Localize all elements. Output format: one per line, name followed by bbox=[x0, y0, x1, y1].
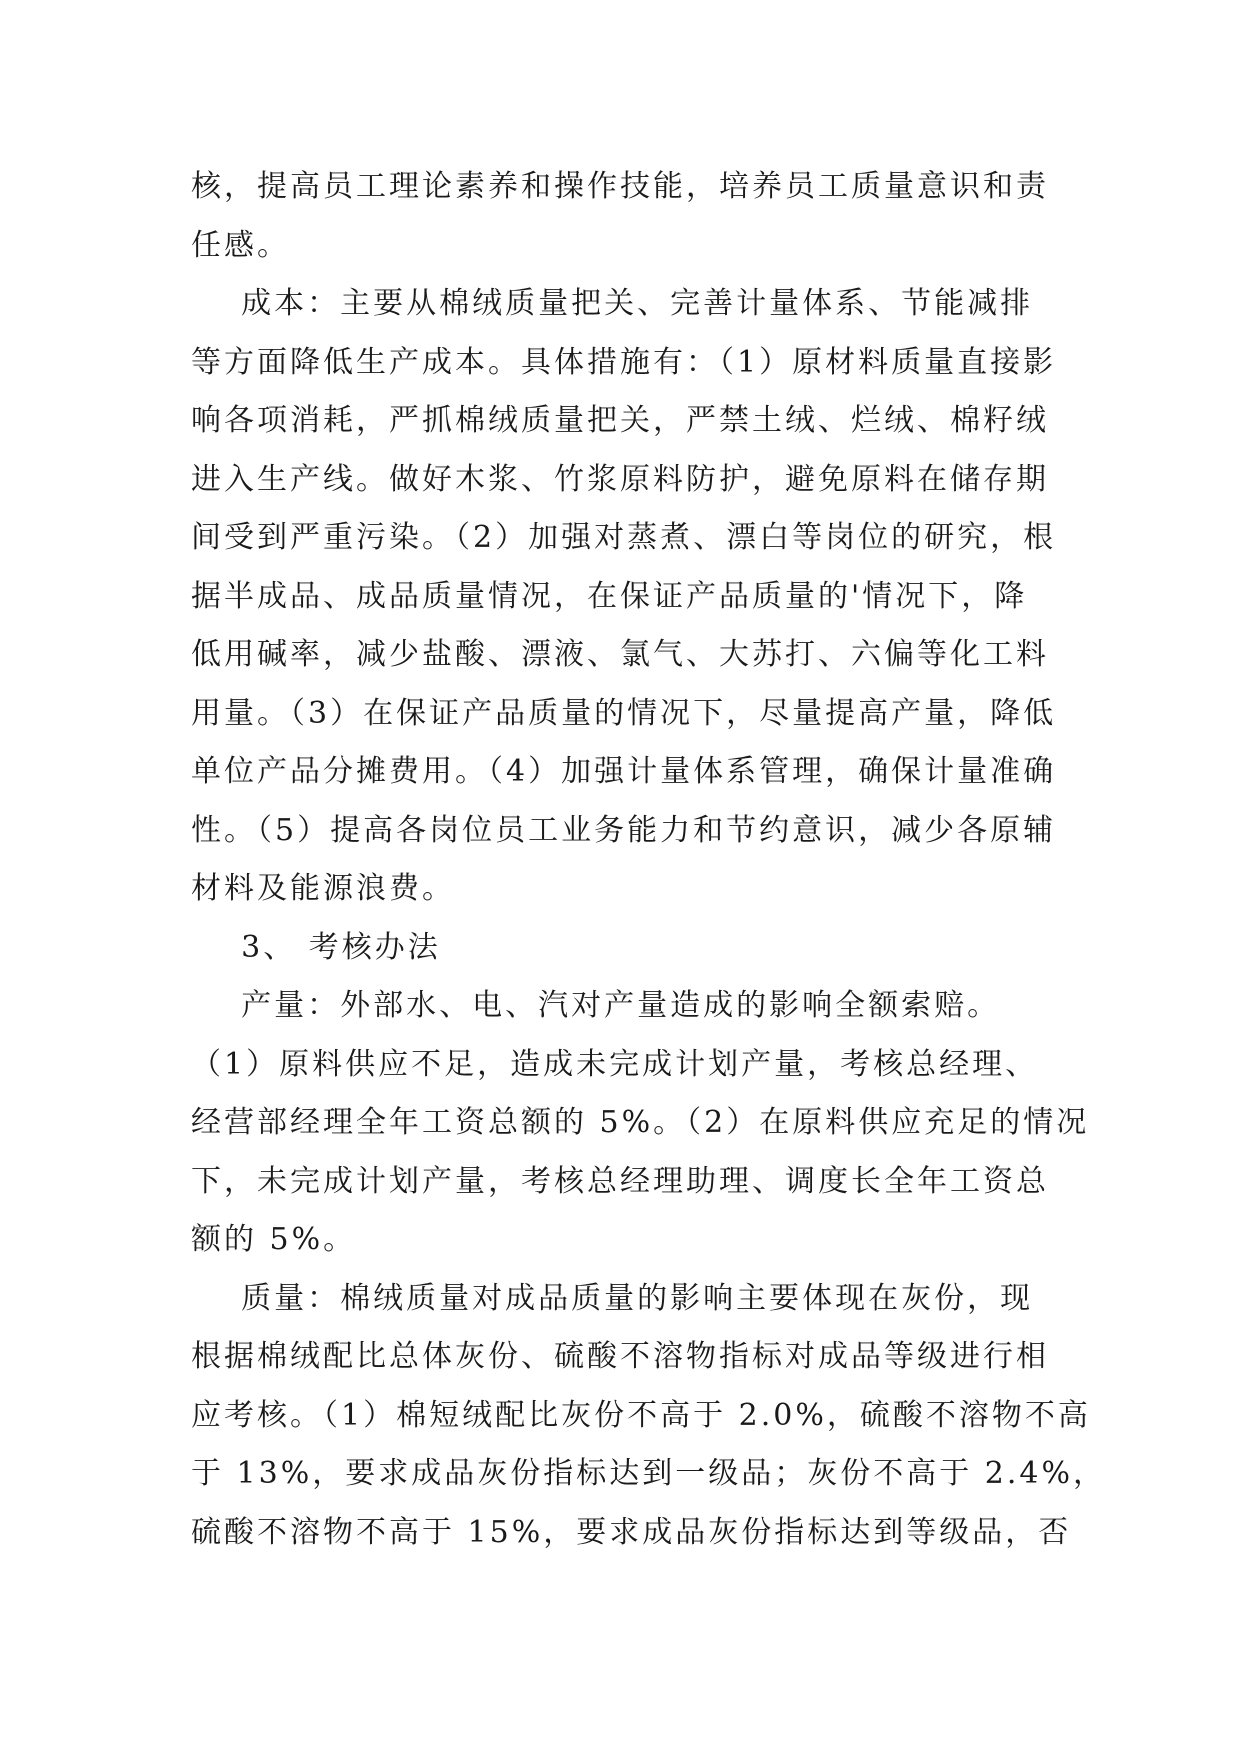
text-line: 单位产品分摊费用。（4）加强计量体系管理，确保计量准确 bbox=[191, 754, 1057, 789]
text-line: 间受到严重污染。（2）加强对蒸煮、漂白等岗位的研究，根 bbox=[191, 520, 1057, 555]
text-line: 应考核。（1）棉短绒配比灰份不高于 2.0%，硫酸不溶物不高 bbox=[191, 1397, 1091, 1433]
text-line: 材料及能源浪费。 bbox=[191, 871, 455, 906]
body-text bbox=[191, 158, 1106, 1562]
text-line: 性。（5）提高各岗位员工业务能力和节约意识，减少各原辅 bbox=[191, 812, 1057, 848]
text-line: 响各项消耗，严抓棉绒质量把关，严禁土绒、烂绒、棉籽绒 bbox=[191, 403, 1049, 438]
text-line: 低用碱率，减少盐酸、漂液、氯气、大苏打、六偏等化工料 bbox=[191, 637, 1049, 672]
text-line: （1）原料供应不足，造成未完成计划产量，考核总经理、 bbox=[191, 1046, 1039, 1082]
text-line: 下，未完成计划产量，考核总经理助理、调度长全年工资总 bbox=[191, 1163, 1049, 1199]
text-line: 产量：外部水、电、汽对产量造成的影响全额索赔。 bbox=[191, 988, 1001, 1023]
text-line: 额的 5%。 bbox=[191, 1222, 357, 1257]
text-line: 硫酸不溶物不高于 15%，要求成品灰份指标达到等级品，否 bbox=[191, 1514, 1072, 1550]
text-line: 经营部经理全年工资总额的 5%。（2）在原料供应充足的情况 bbox=[191, 1105, 1090, 1140]
text-line: 成本：主要从棉绒质量把关、完善计量体系、节能减排 bbox=[191, 286, 1034, 321]
text-line: 进入生产线。做好木浆、竹浆原料防护，避免原料在储存期 bbox=[191, 461, 1049, 497]
section-heading: 3、 考核办法 bbox=[191, 929, 441, 965]
text-line: 于 13%，要求成品灰份指标达到一级品；灰份不高于 2.4%， bbox=[191, 1456, 1106, 1491]
text-line: 据半成品、成品质量情况，在保证产品质量的'情况下，降 bbox=[191, 578, 1028, 614]
text-line: 质量：棉绒质量对成品质量的影响主要体现在灰份，现 bbox=[191, 1280, 1034, 1316]
text-line: 等方面降低生产成本。具体措施有：（1）原材料质量直接影 bbox=[191, 344, 1057, 380]
text-line: 核，提高员工理论素养和操作技能，培养员工质量意识和责 bbox=[191, 169, 1049, 204]
text-line: 用量。（3）在保证产品质量的情况下，尽量提高产量，降低 bbox=[191, 695, 1057, 731]
text-line: 任感。 bbox=[191, 227, 290, 263]
text-line: 根据棉绒配比总体灰份、硫酸不溶物指标对成品等级进行相 bbox=[191, 1339, 1049, 1374]
